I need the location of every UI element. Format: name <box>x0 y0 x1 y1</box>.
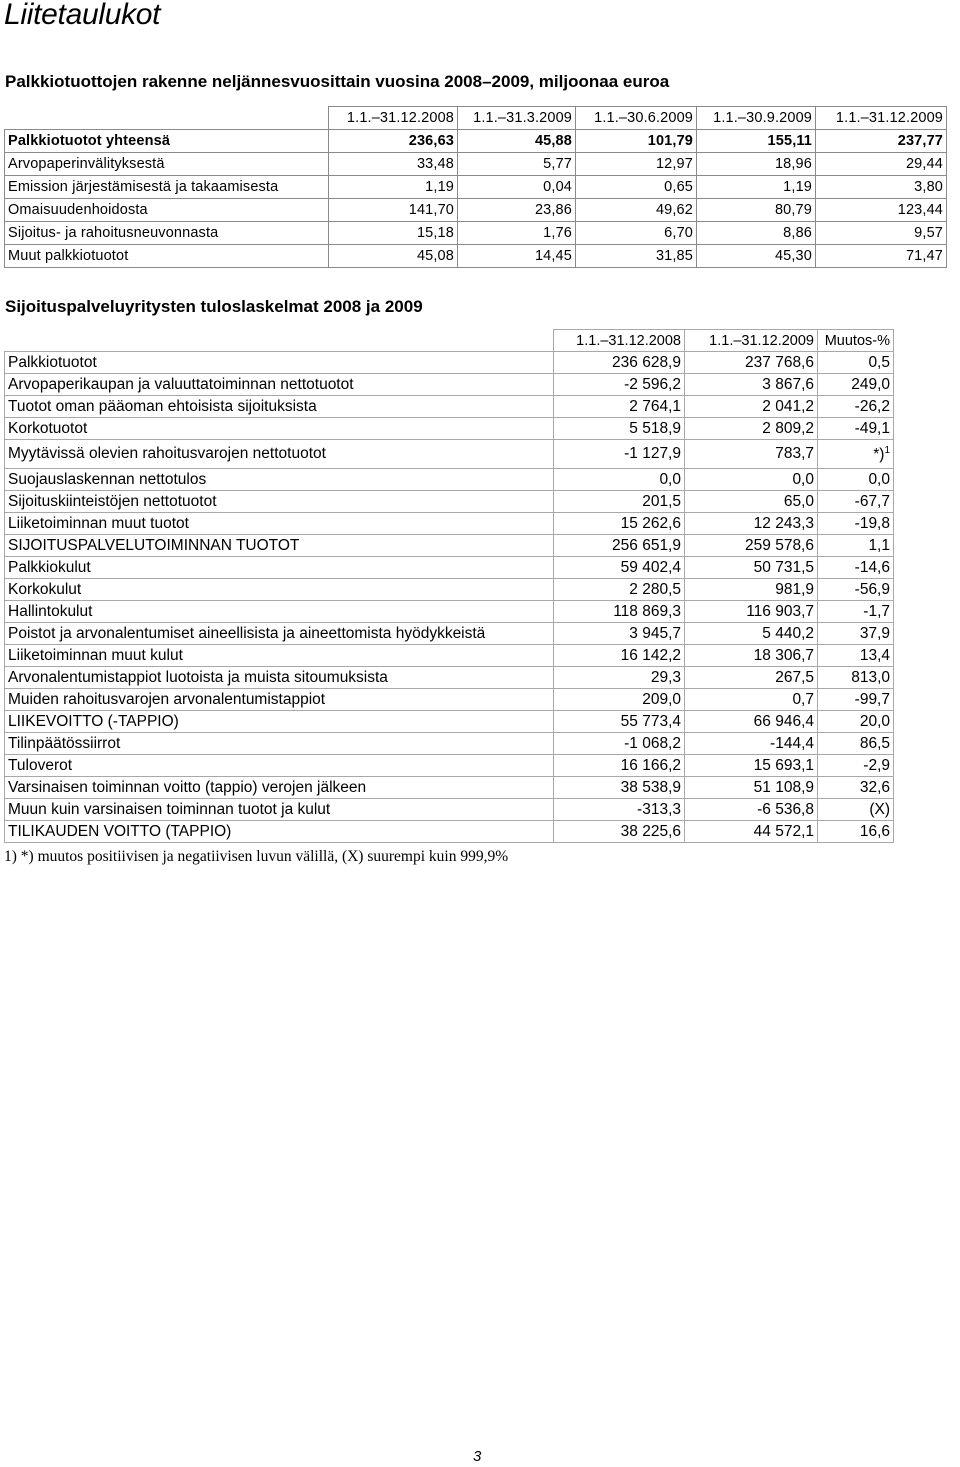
table-row <box>5 645 894 667</box>
table-row <box>5 601 894 623</box>
row-label: Varsinaisen toiminnan voitto (tappio) verojen jälkeen <box>5 777 554 799</box>
cell-value: 123,44 <box>816 199 947 222</box>
cell-value: 16 142,2 <box>554 645 685 667</box>
cell-value: 0,0 <box>818 469 894 491</box>
cell-value: 116 903,7 <box>685 601 818 623</box>
cell-value: 15,18 <box>329 222 458 245</box>
page-title: Liitetaulukot <box>4 0 161 31</box>
cell-value: 3 867,6 <box>685 374 818 396</box>
cell-value: 16 166,2 <box>554 755 685 777</box>
cell-value: 0,5 <box>818 352 894 374</box>
cell-value: 44 572,1 <box>685 821 818 843</box>
row-label: Muiden rahoitusvarojen arvonalentumistappiot <box>5 689 554 711</box>
row-label: Liiketoiminnan muut tuotot <box>5 513 554 535</box>
cell-value: 0,0 <box>554 469 685 491</box>
table1-col-header: 1.1.–31.12.2009 <box>816 107 947 130</box>
cell-value: 8,86 <box>697 222 816 245</box>
cell-value: 249,0 <box>818 374 894 396</box>
cell-value: 32,6 <box>818 777 894 799</box>
table1-col-header: 1.1.–31.12.2008 <box>329 107 458 130</box>
table2-col-header: 1.1.–31.12.2009 <box>685 330 818 352</box>
cell-value <box>818 440 894 469</box>
cell-value: -56,9 <box>818 579 894 601</box>
table-row <box>5 689 894 711</box>
table-row <box>5 535 894 557</box>
cell-value: 50 731,5 <box>685 557 818 579</box>
cell-value: -67,7 <box>818 491 894 513</box>
cell-value: 33,48 <box>329 153 458 176</box>
footnote-mark: 1 <box>884 444 890 456</box>
cell-value: 256 651,9 <box>554 535 685 557</box>
table-row <box>5 711 894 733</box>
cell-value: -1 068,2 <box>554 733 685 755</box>
cell-value: 3,80 <box>816 176 947 199</box>
row-label: Sijoitus- ja rahoitusneuvonnasta <box>5 222 329 245</box>
cell-value: 236 628,9 <box>554 352 685 374</box>
commission-income-table <box>4 106 947 268</box>
cell-value: -313,3 <box>554 799 685 821</box>
table-row <box>5 557 894 579</box>
row-label: Sijoituskiinteistöjen nettotuotot <box>5 491 554 513</box>
cell-value: 101,79 <box>576 130 697 153</box>
table-row <box>5 777 894 799</box>
cell-value: 15 262,6 <box>554 513 685 535</box>
cell-value: 14,45 <box>458 245 576 268</box>
row-label: Korkokulut <box>5 579 554 601</box>
row-label: Suojauslaskennan nettotulos <box>5 469 554 491</box>
table-row <box>5 176 947 199</box>
cell-value: 783,7 <box>685 440 818 469</box>
row-label: Korkotuotot <box>5 418 554 440</box>
cell-value: 209,0 <box>554 689 685 711</box>
cell-value: 813,0 <box>818 667 894 689</box>
table2-col-header: Muutos-% <box>818 330 894 352</box>
row-label: Palkkiokulut <box>5 557 554 579</box>
cell-value: 259 578,6 <box>685 535 818 557</box>
cell-value: 1,76 <box>458 222 576 245</box>
table-row <box>5 667 894 689</box>
table-row <box>5 222 947 245</box>
cell-value: -2,9 <box>818 755 894 777</box>
cell-value: 31,85 <box>576 245 697 268</box>
table-row <box>5 513 894 535</box>
row-label: Palkkiotuotot <box>5 352 554 374</box>
table-row <box>5 418 894 440</box>
table2-footnote: 1) *) muutos positiivisen ja negatiivisen luvun välillä, (X) suurempi kuin 999,9% <box>4 848 509 865</box>
table-row <box>5 799 894 821</box>
row-label: LIIKEVOITTO (-TAPPIO) <box>5 711 554 733</box>
row-label: Arvonalentumistappiot luotoista ja muista sitoumuksista <box>5 667 554 689</box>
row-label: Muut palkkiotuotot <box>5 245 329 268</box>
table1-title: Palkkiotuottojen rakenne neljännesvuosittain vuosina 2008–2009, miljoonaa euroa <box>5 72 670 91</box>
row-label: Poistot ja arvonalentumiset aineellisista ja aineettomista hyödykkeistä <box>5 623 554 645</box>
table-row <box>5 153 947 176</box>
cell-value: -49,1 <box>818 418 894 440</box>
cell-value: 0,65 <box>576 176 697 199</box>
row-label: Muun kuin varsinaisen toiminnan tuotot ja kulut <box>5 799 554 821</box>
cell-value: 5 440,2 <box>685 623 818 645</box>
table-row <box>5 469 894 491</box>
cell-value: 12 243,3 <box>685 513 818 535</box>
cell-value: -1,7 <box>818 601 894 623</box>
cell-value: 45,88 <box>458 130 576 153</box>
cell-value: 2 809,2 <box>685 418 818 440</box>
cell-value: 65,0 <box>685 491 818 513</box>
cell-value: 86,5 <box>818 733 894 755</box>
cell-value: 3 945,7 <box>554 623 685 645</box>
cell-value: 5 518,9 <box>554 418 685 440</box>
table-row <box>5 755 894 777</box>
cell-value: 237 768,6 <box>685 352 818 374</box>
income-statement-table <box>4 329 894 843</box>
row-label: Myytävissä olevien rahoitusvarojen nettotuotot <box>5 440 554 469</box>
cell-value: 1,19 <box>329 176 458 199</box>
cell-value: 118 869,3 <box>554 601 685 623</box>
table-row <box>5 623 894 645</box>
page-number: 3 <box>473 1448 482 1465</box>
table1-col-header: 1.1.–30.9.2009 <box>697 107 816 130</box>
cell-value: 71,47 <box>816 245 947 268</box>
cell-value: 16,6 <box>818 821 894 843</box>
row-label: Emission järjestämisestä ja takaamisesta <box>5 176 329 199</box>
cell-value: 45,30 <box>697 245 816 268</box>
table2-header-blank <box>5 330 554 352</box>
cell-value: -2 596,2 <box>554 374 685 396</box>
table-row <box>5 491 894 513</box>
cell-value: 29,3 <box>554 667 685 689</box>
table-row <box>5 130 947 153</box>
cell-value: -99,7 <box>818 689 894 711</box>
row-label: Tuotot oman pääoman ehtoisista sijoituksista <box>5 396 554 418</box>
table-row <box>5 352 894 374</box>
cell-value: 155,11 <box>697 130 816 153</box>
cell-value: 12,97 <box>576 153 697 176</box>
cell-value: 2 280,5 <box>554 579 685 601</box>
cell-value: -1 127,9 <box>554 440 685 469</box>
cell-value: 80,79 <box>697 199 816 222</box>
row-label: Liiketoiminnan muut kulut <box>5 645 554 667</box>
table-row <box>5 374 894 396</box>
cell-value: 66 946,4 <box>685 711 818 733</box>
table-row <box>5 733 894 755</box>
cell-value: 49,62 <box>576 199 697 222</box>
table2-header-row <box>5 330 894 352</box>
cell-value: 981,9 <box>685 579 818 601</box>
row-label: Tuloverot <box>5 755 554 777</box>
cell-value: 18 306,7 <box>685 645 818 667</box>
cell-value: -26,2 <box>818 396 894 418</box>
cell-value: (X) <box>818 799 894 821</box>
cell-value: 37,9 <box>818 623 894 645</box>
row-label: TILIKAUDEN VOITTO (TAPPIO) <box>5 821 554 843</box>
table-row <box>5 579 894 601</box>
cell-value: -144,4 <box>685 733 818 755</box>
cell-value: 6,70 <box>576 222 697 245</box>
row-label: Tilinpäätössiirrot <box>5 733 554 755</box>
table2-col-header: 1.1.–31.12.2008 <box>554 330 685 352</box>
cell-value: 38 225,6 <box>554 821 685 843</box>
cell-value: 9,57 <box>816 222 947 245</box>
row-label: Omaisuudenhoidosta <box>5 199 329 222</box>
row-label: Arvopaperinvälityksestä <box>5 153 329 176</box>
cell-value: 23,86 <box>458 199 576 222</box>
cell-value: 141,70 <box>329 199 458 222</box>
cell-value: 29,44 <box>816 153 947 176</box>
table1-col-header: 1.1.–30.6.2009 <box>576 107 697 130</box>
cell-value: -14,6 <box>818 557 894 579</box>
cell-value: 5,77 <box>458 153 576 176</box>
cell-value: 0,04 <box>458 176 576 199</box>
change-mark: *) <box>873 445 885 463</box>
table1-col-header: 1.1.–31.3.2009 <box>458 107 576 130</box>
table1-header-row <box>5 107 947 130</box>
table-row <box>5 821 894 843</box>
cell-value: 51 108,9 <box>685 777 818 799</box>
table2-title: Sijoituspalveluyritysten tuloslaskelmat 2008 ja 2009 <box>5 297 423 316</box>
cell-value: 18,96 <box>697 153 816 176</box>
cell-value: -6 536,8 <box>685 799 818 821</box>
cell-value: 267,5 <box>685 667 818 689</box>
table-row <box>5 396 894 418</box>
row-label: Hallintokulut <box>5 601 554 623</box>
cell-value: 20,0 <box>818 711 894 733</box>
cell-value: 1,1 <box>818 535 894 557</box>
cell-value: 201,5 <box>554 491 685 513</box>
cell-value: 2 041,2 <box>685 396 818 418</box>
cell-value: 0,0 <box>685 469 818 491</box>
cell-value: 59 402,4 <box>554 557 685 579</box>
table-row <box>5 440 894 469</box>
cell-value: 55 773,4 <box>554 711 685 733</box>
row-label: Arvopaperikaupan ja valuuttatoiminnan nettotuotot <box>5 374 554 396</box>
cell-value: -19,8 <box>818 513 894 535</box>
cell-value: 2 764,1 <box>554 396 685 418</box>
cell-value: 38 538,9 <box>554 777 685 799</box>
table-row <box>5 199 947 222</box>
cell-value: 237,77 <box>816 130 947 153</box>
cell-value: 13,4 <box>818 645 894 667</box>
row-label: Palkkiotuotot yhteensä <box>5 130 329 153</box>
cell-value: 15 693,1 <box>685 755 818 777</box>
row-label: SIJOITUSPALVELUTOIMINNAN TUOTOT <box>5 535 554 557</box>
cell-value: 45,08 <box>329 245 458 268</box>
cell-value: 0,7 <box>685 689 818 711</box>
table-row <box>5 245 947 268</box>
table1-header-blank <box>5 107 329 130</box>
cell-value: 236,63 <box>329 130 458 153</box>
cell-value: 1,19 <box>697 176 816 199</box>
